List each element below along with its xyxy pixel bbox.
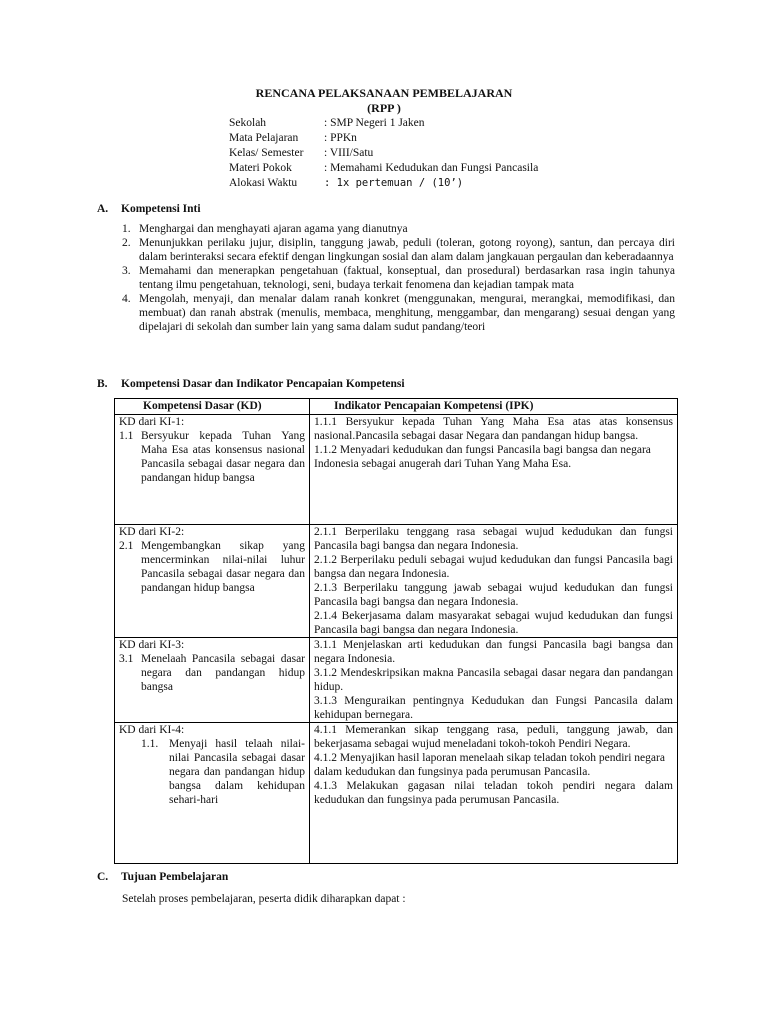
section-title: Tujuan Pembelajaran xyxy=(121,871,229,883)
list-number: 2. xyxy=(122,237,131,249)
section-c-heading xyxy=(97,870,228,884)
section-a-heading xyxy=(97,202,201,216)
ki-label: KD dari KI-3: xyxy=(119,639,185,651)
table-header-row xyxy=(115,399,678,415)
section-letter: A. xyxy=(97,203,109,215)
ipk-item: 3.1.1 Menjelaskan arti kedudukan dan fungsi Pancasila bagi bangsa dan negara Indonesia. xyxy=(314,639,673,665)
table-row xyxy=(115,723,678,864)
kd-item xyxy=(119,652,305,694)
kd-cell xyxy=(115,638,310,723)
section-title: Kompetensi Dasar dan Indikator Pencapaian Kompetensi xyxy=(121,378,405,390)
ipk-item: 2.1.1 Berperilaku tenggang rasa sebagai wujud kedudukan dan fungsi Pancasila bagi bangsa dan negara Indonesia. xyxy=(314,526,673,552)
section-b-heading xyxy=(97,377,405,391)
kd-item xyxy=(119,737,305,807)
list-text: Menunjukkan perilaku jujur, disiplin, tanggung jawab, peduli (toleran, gotong royong), santun, dan percaya diri dalam berinteraksi secara efektif dengan lingkungan sosial dan alam dalam jangkauan pergaulan dan keberadaannya xyxy=(139,237,675,263)
list-number: 1. xyxy=(122,223,131,235)
section-title: Kompetensi Inti xyxy=(121,203,201,215)
ipk-item: 4.1.2 Menyajikan hasil laporan menelaah sikap teladan tokoh pendiri negara xyxy=(314,752,665,764)
column-header-kd: Kompetensi Dasar (KD) xyxy=(115,399,310,415)
table-row xyxy=(115,525,678,638)
meta-key: Kelas/ Semester xyxy=(229,147,304,159)
kd-cell xyxy=(115,415,310,525)
ipk-item: 4.1.1 Memerankan sikap tenggang rasa, peduli, tanggung jawab, dan bekerjasama sebagai wujud meneladani tokoh-tokoh Pendiri Negara. xyxy=(314,724,673,750)
section-letter: B. xyxy=(97,378,108,390)
meta-row-materi-pokok xyxy=(229,161,538,176)
meta-value: : 1x pertemuan / (10’) xyxy=(324,177,464,189)
ki-label: KD dari KI-2: xyxy=(119,526,185,538)
table-row xyxy=(115,415,678,525)
kd-item xyxy=(119,539,305,595)
meta-value: : VIII/Satu xyxy=(324,147,374,159)
kd-item xyxy=(119,429,305,485)
list-text: Menghargai dan menghayati ajaran agama yang dianutnya xyxy=(139,223,408,235)
list-item xyxy=(122,236,675,264)
kd-cell xyxy=(115,723,310,864)
column-header-ipk: Indikator Pencapaian Kompetensi (IPK) xyxy=(310,399,678,415)
ipk-cell xyxy=(310,415,678,525)
meta-row-kelas-semester xyxy=(229,146,538,161)
table-row xyxy=(115,638,678,723)
ipk-item: 2.1.2 Berperilaku peduli sebagai wujud kedudukan dan fungsi Pancasila bagi bangsa dan negara Indonesia. xyxy=(314,554,673,580)
document-title: RENCANA PELAKSANAAN PEMBELAJARAN xyxy=(255,86,513,100)
kd-text: Mengembangkan sikap yang mencerminkan nilai-nilai luhur Pancasila sebagai dasar negara dan pandangan hidup bangsa xyxy=(141,540,305,594)
tujuan-intro: Setelah proses pembelajaran, peserta didik diharapkan dapat : xyxy=(122,893,406,905)
list-text: Mengolah, menyaji, dan menalar dalam ranah konkret (menggunakan, mengurai, merangkai, memodifikasi, dan membuat) dan ranah abstrak (menulis, membaca, menghitung, menggambar, dan mengarang) sesuai dengan yang dipelajari di sekolah dan sumber lain yang sama dalam sudut pandang/teori xyxy=(139,293,675,333)
kd-text: Menyaji hasil telaah nilai-nilai Pancasila sebagai dasar negara dan pandangan hidup bangsa dalam kehidupan sehari-hari xyxy=(169,738,305,806)
list-item xyxy=(122,264,675,292)
meta-value: : SMP Negeri 1 Jaken xyxy=(324,117,425,129)
document-subtitle: (RPP ) xyxy=(367,101,401,115)
kd-text: Menelaah Pancasila sebagai dasar negara dan pandangan hidup bangsa xyxy=(141,653,305,693)
list-text: Memahami dan menerapkan pengetahuan (faktual, konseptual, dan prosedural) berdasarkan rasa ingin tahunya tentang ilmu pengetahuan, teknologi, seni, budaya terkait fenomena dan kejadian tampak mata xyxy=(139,265,675,291)
kd-cell xyxy=(115,525,310,638)
identity-block xyxy=(229,116,538,191)
ipk-item: Indonesia sebagai anugerah dari Tuhan Yang Maha Esa. xyxy=(314,458,572,470)
meta-value: : Memahami Kedudukan dan Fungsi Pancasila xyxy=(324,162,539,174)
list-number: 4. xyxy=(122,293,131,305)
kd-number: 2.1 xyxy=(119,540,134,552)
ipk-item: 2.1.3 Berperilaku tanggung jawab sebagai wujud kedudukan dan fungsi Pancasila bagi bangsa dan negara Indonesia. xyxy=(314,582,673,608)
ipk-item: 1.1.2 Menyadari kedudukan dan fungsi Pancasila bagi bangsa dan negara xyxy=(314,444,651,456)
list-item xyxy=(122,292,675,334)
ipk-item: dalam kedudukan dan fungsinya pada perumusan Pancasila. xyxy=(314,766,591,778)
meta-key: Mata Pelajaran xyxy=(229,132,299,144)
meta-row-sekolah xyxy=(229,116,538,131)
meta-key: Materi Pokok xyxy=(229,162,292,174)
ipk-item: 2.1.4 Bekerjasama dalam masyarakat sebagai wujud kedudukan dan fungsi Pancasila bagi bangsa dan negara Indonesia. xyxy=(314,610,673,636)
kompetensi-inti-list xyxy=(122,222,675,334)
meta-key: Alokasi Waktu xyxy=(229,177,298,189)
list-item xyxy=(122,222,675,236)
meta-row-alokasi-waktu xyxy=(229,176,538,191)
meta-value: : PPKn xyxy=(324,132,357,144)
kd-text: Bersyukur kepada Tuhan Yang Maha Esa atas konsensus nasional Pancasila sebagai dasar negara dan pandangan hidup bangsa xyxy=(141,430,305,484)
ipk-item: 4.1.3 Melakukan gagasan nilai teladan tokoh pendiri negara dalam kedudukan dan fungsinya pada perumusan Pancasila. xyxy=(314,780,673,806)
section-letter: C. xyxy=(97,871,109,883)
ipk-item: 1.1.1 Bersyukur kepada Tuhan Yang Maha Esa atas atas konsensus nasional.Pancasila sebagai dasar Negara dan pandangan hidup bangsa. xyxy=(314,416,673,442)
ipk-item: 3.1.3 Menguraikan pentingnya Kedudukan dan Fungsi Pancasila dalam kehidupan bernegara. xyxy=(314,695,673,721)
kd-number: 3.1 xyxy=(119,653,134,665)
ipk-cell xyxy=(310,638,678,723)
meta-key: Sekolah xyxy=(229,117,267,129)
ki-label: KD dari KI-1: xyxy=(119,416,185,428)
list-number: 3. xyxy=(122,265,131,277)
ki-label: KD dari KI-4: xyxy=(119,724,185,736)
ipk-item: 3.1.2 Mendeskripsikan makna Pancasila sebagai dasar negara dan pandangan hidup. xyxy=(314,667,673,693)
meta-row-mata-pelajaran xyxy=(229,131,538,146)
kd-number: 1.1 xyxy=(119,430,134,442)
kd-number: 1.1. xyxy=(141,738,159,750)
ipk-cell xyxy=(310,525,678,638)
kd-ipk-table xyxy=(114,398,678,864)
ipk-cell xyxy=(310,723,678,864)
